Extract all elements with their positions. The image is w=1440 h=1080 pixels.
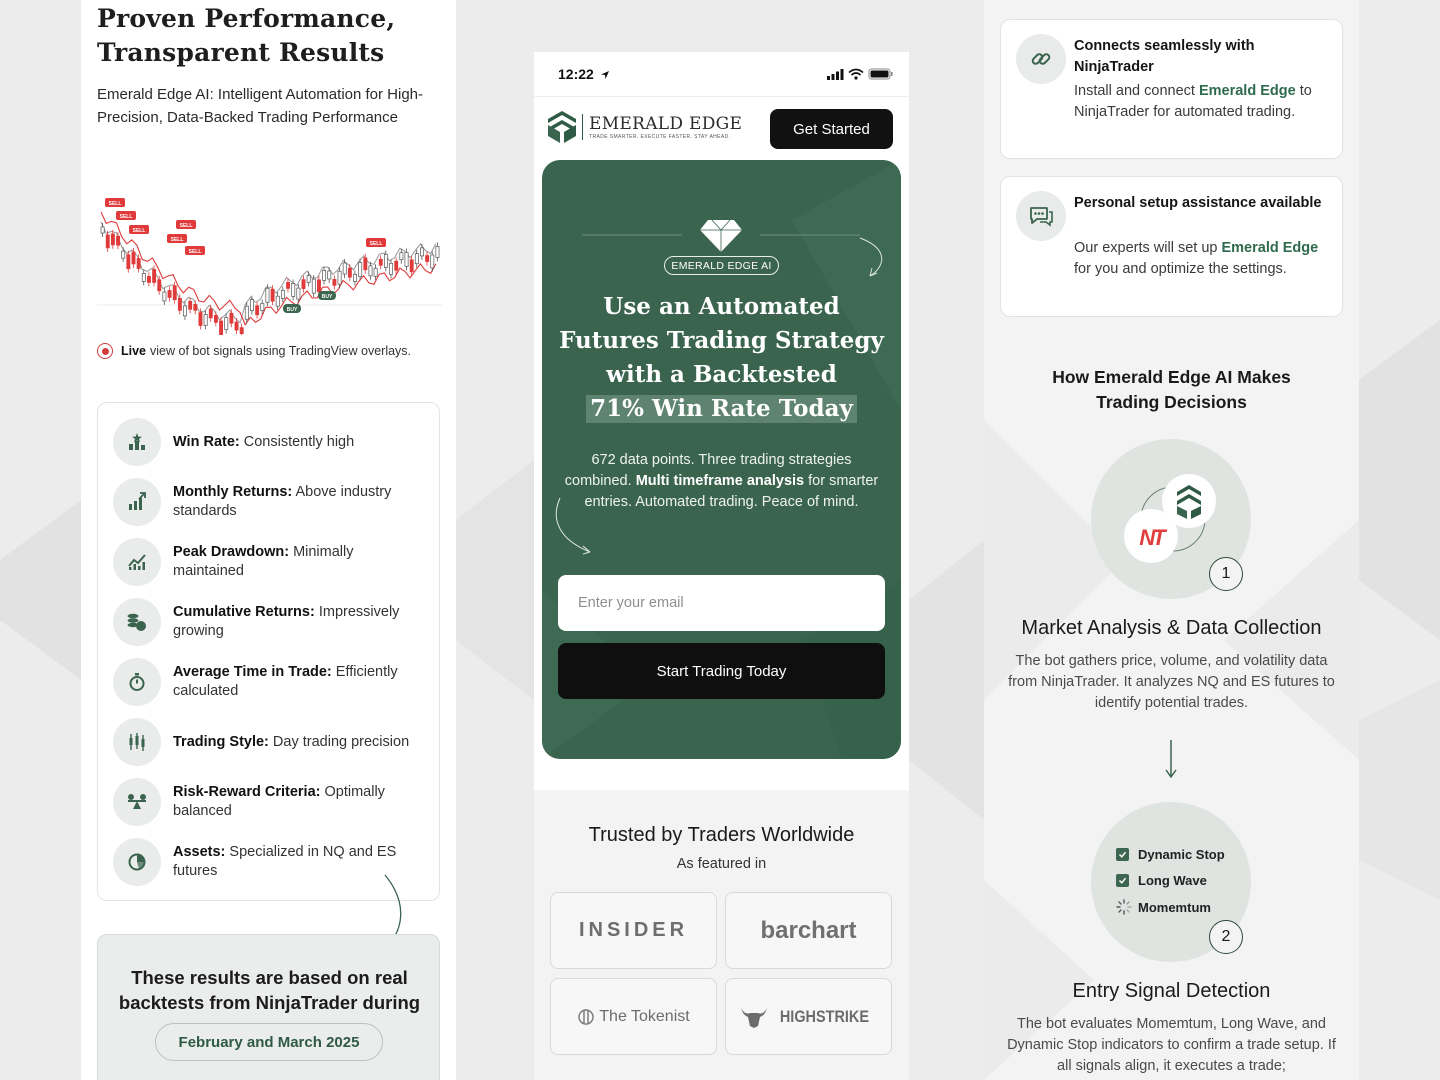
candle xyxy=(163,292,166,301)
get-started-button[interactable]: Get Started xyxy=(770,109,893,149)
sell-signal-tag xyxy=(366,238,386,247)
indicator-dynamic-stop: Dynamic Stop xyxy=(1116,847,1225,862)
candle xyxy=(116,236,119,245)
candle xyxy=(168,290,171,297)
hero-highlight: 71% Win Rate Today xyxy=(586,395,857,423)
candle xyxy=(178,298,181,310)
candle xyxy=(384,254,387,267)
candle xyxy=(122,251,125,258)
candle xyxy=(142,273,145,281)
stat-win-rate xyxy=(113,418,428,466)
hero-badge: EMERALD EDGE AI xyxy=(664,256,779,275)
svg-text:SELL: SELL xyxy=(369,241,383,247)
checkbox-checked-icon xyxy=(1116,848,1129,861)
loading-spinner-icon xyxy=(1116,899,1132,915)
stat-average-time xyxy=(113,658,428,706)
candle xyxy=(364,258,367,270)
start-trading-button[interactable]: Start Trading Today xyxy=(558,643,885,699)
sell-signal-tag xyxy=(116,211,136,220)
stat-average-time-text: Average Time in Trade: Efficiently calculated xyxy=(173,664,398,699)
chat-bubbles-icon xyxy=(1016,191,1066,241)
ninjatrader-logo: NT xyxy=(1139,525,1163,550)
candle xyxy=(245,306,248,319)
bar-growth-icon xyxy=(113,478,161,526)
candle xyxy=(359,263,362,277)
hero-description: 672 data points. Three trading strategies combined. Multi timeframe analysis for smarter entries. Automated trading. Peace of mind. xyxy=(564,452,879,510)
candle xyxy=(261,303,264,310)
candle xyxy=(400,253,403,260)
candle xyxy=(183,306,186,316)
candle xyxy=(132,252,135,264)
candle xyxy=(389,263,392,274)
live-indicator-icon xyxy=(97,343,113,359)
feature-card-ninjatrader xyxy=(1000,19,1343,159)
feature-card-setup xyxy=(1000,176,1343,317)
top-nav xyxy=(534,96,909,160)
indicator-momentum: Momemtum xyxy=(1116,899,1211,915)
svg-text:SELL: SELL xyxy=(179,223,193,229)
candle xyxy=(209,309,212,318)
candle xyxy=(369,266,372,276)
backtest-period-badge: February and March 2025 xyxy=(155,1023,383,1061)
location-arrow-icon xyxy=(600,70,610,80)
svg-text:SELL: SELL xyxy=(188,249,202,255)
step-1-description: The bot gathers price, volume, and volatility data from NinjaTrader. It analyzes NQ and ES futures to identify potential trades. xyxy=(1008,653,1335,711)
candle xyxy=(353,274,356,281)
press-logo-highstrike[interactable]: HIGHSTRIKE xyxy=(725,978,892,1055)
candle xyxy=(219,321,222,335)
stat-monthly-returns-text: Monthly Returns: Above industry standards xyxy=(173,484,392,519)
step-1-title: Market Analysis & Data Collection xyxy=(1021,617,1322,639)
brand-name: EMERALD EDGE xyxy=(589,114,743,134)
stat-trading-style-text: Trading Style: Day trading precision xyxy=(173,733,410,750)
svg-text:SELL: SELL xyxy=(132,228,146,234)
candle xyxy=(214,315,217,322)
candle xyxy=(302,280,305,289)
trusted-subtitle: As featured in xyxy=(676,856,767,872)
press-logo-insider[interactable]: INSIDER xyxy=(550,892,717,969)
buy-signal-tag xyxy=(318,291,336,300)
candle xyxy=(312,279,315,293)
svg-text:SELL: SELL xyxy=(170,237,184,243)
bot-signals-chart xyxy=(97,190,442,335)
candle xyxy=(225,318,228,330)
pie-chart-icon xyxy=(113,838,161,886)
candle xyxy=(235,322,238,330)
trusted-section xyxy=(534,790,909,1080)
down-arrow-icon xyxy=(1164,740,1178,780)
stat-peak-drawdown-text: Peak Drawdown: Minimally maintained xyxy=(173,544,354,579)
performance-panel xyxy=(81,0,456,1080)
hero-title: Use an Automated Futures Trading Strategy with a Backtested 71% Win Rate Today xyxy=(559,293,884,422)
backtest-note-card xyxy=(97,934,440,1080)
backtest-note: These results are based on real backtests from NinjaTrader during xyxy=(118,967,421,1013)
stat-risk-reward xyxy=(113,778,428,826)
candle xyxy=(328,271,331,279)
candle xyxy=(415,254,418,264)
stat-trading-style xyxy=(113,718,428,766)
candle xyxy=(343,263,346,274)
stats-card xyxy=(97,402,440,901)
candle xyxy=(333,279,336,285)
candle xyxy=(307,275,310,282)
tokenist-icon xyxy=(577,1008,595,1026)
candle xyxy=(338,271,341,284)
emerald-edge-logo-icon xyxy=(548,111,576,143)
candle xyxy=(194,304,197,310)
candle xyxy=(158,280,161,291)
hero-section xyxy=(542,160,901,759)
live-caption-text: view of bot signals using TradingView overlays. xyxy=(150,344,412,358)
stat-monthly-returns xyxy=(113,478,428,526)
candle xyxy=(286,282,289,288)
feature-description: Our experts will set up Emerald Edge for you and optimize the settings. xyxy=(1074,240,1319,277)
candle xyxy=(127,255,130,269)
candle xyxy=(426,256,429,262)
candle xyxy=(276,296,279,306)
live-caption xyxy=(97,343,411,359)
step-number: 1 xyxy=(1209,557,1243,591)
sell-signal-tag xyxy=(185,246,205,255)
candle xyxy=(323,270,326,280)
coins-icon xyxy=(113,598,161,646)
candle xyxy=(101,227,104,233)
trusted-title: Trusted by Traders Worldwide xyxy=(588,824,855,846)
stat-peak-drawdown xyxy=(113,538,428,586)
candle xyxy=(395,261,398,270)
candle xyxy=(106,235,109,248)
buy-signal-tag xyxy=(283,304,301,313)
candle xyxy=(137,259,140,269)
svg-text:BUY: BUY xyxy=(286,307,298,313)
trophy-icon xyxy=(113,418,161,466)
step-number: 2 xyxy=(1209,920,1243,954)
candle xyxy=(436,246,439,257)
candlestick-icon xyxy=(113,718,161,766)
candle xyxy=(348,268,351,277)
sell-signal-tag xyxy=(129,225,149,234)
stat-assets-text: Assets: Specialized in NQ and ES futures xyxy=(173,844,397,879)
candle xyxy=(271,289,274,301)
performance-title: Proven Performance, Transparent Results xyxy=(97,4,396,67)
stat-cumulative-returns-text: Cumulative Returns: Impressively growing xyxy=(173,604,400,639)
status-icons xyxy=(827,68,893,80)
candle xyxy=(317,280,320,292)
stat-win-rate-text: Win Rate: Consistently high xyxy=(173,433,355,450)
status-bar xyxy=(534,52,909,96)
brand-tagline: TRADE SMARTER. EXECUTE FASTER. STAY AHEAD. xyxy=(589,134,731,140)
step-2-title: Entry Signal Detection xyxy=(1072,980,1271,1002)
sell-signal-tag xyxy=(167,234,187,243)
sell-signal-tag xyxy=(105,198,125,207)
feature-description: Install and connect Emerald Edge to NinjaTrader for automated trading. xyxy=(1074,83,1312,120)
feature-title: Personal setup assistance available xyxy=(1074,195,1322,211)
bull-icon xyxy=(740,1005,768,1029)
email-input[interactable] xyxy=(558,575,885,631)
step-2-description: The bot evaluates Momemtum, Long Wave, and Dynamic Stop indicators to confirm a trade setup. If all signals align, it executes a trade; xyxy=(1007,1016,1336,1074)
candle xyxy=(292,283,295,296)
candle xyxy=(256,306,259,315)
candle xyxy=(405,252,408,266)
svg-text:SELL: SELL xyxy=(119,214,133,220)
live-label: Live xyxy=(121,344,147,358)
candle xyxy=(204,314,207,325)
line-chart-icon xyxy=(113,538,161,586)
candle xyxy=(189,301,192,309)
features-panel xyxy=(984,0,1359,1080)
candle xyxy=(431,255,434,268)
candle xyxy=(153,269,156,282)
press-logo-barchart[interactable]: barchart xyxy=(725,892,892,969)
indicator-long-wave: Long Wave xyxy=(1116,873,1207,888)
checkbox-checked-icon xyxy=(1116,874,1129,887)
candle xyxy=(147,276,150,282)
candle xyxy=(266,288,269,302)
sell-signal-tag xyxy=(176,220,196,229)
candle xyxy=(230,313,233,323)
link-icon xyxy=(1016,34,1066,84)
feature-title: Connects seamlessly with NinjaTrader xyxy=(1074,38,1255,75)
mobile-landing-page xyxy=(534,52,909,1080)
scale-icon xyxy=(113,778,161,826)
svg-text:SELL: SELL xyxy=(108,201,122,207)
stat-cumulative-returns xyxy=(113,598,428,646)
candle xyxy=(281,290,284,298)
candle xyxy=(250,300,253,311)
candle xyxy=(240,328,243,334)
status-time: 12:22 xyxy=(558,66,594,82)
candle xyxy=(297,288,300,299)
how-it-works-title: How Emerald Edge AI Makes Trading Decisions xyxy=(1052,367,1291,412)
stopwatch-icon xyxy=(113,658,161,706)
candle xyxy=(420,248,423,256)
candle xyxy=(410,260,413,272)
performance-subtitle: Emerald Edge AI: Intelligent Automation for High-Precision, Data-Backed Trading Performance xyxy=(97,86,424,126)
candle xyxy=(379,259,382,265)
svg-text:BUY: BUY xyxy=(321,294,333,300)
candle xyxy=(173,286,176,300)
press-logo-tokenist[interactable]: The Tokenist xyxy=(550,978,717,1055)
stat-risk-reward-text: Risk-Reward Criteria: Optimally balanced xyxy=(173,784,385,819)
emerald-edge-logo[interactable] xyxy=(548,111,742,143)
candle xyxy=(374,268,377,276)
candle xyxy=(199,313,202,326)
candle xyxy=(111,234,114,245)
